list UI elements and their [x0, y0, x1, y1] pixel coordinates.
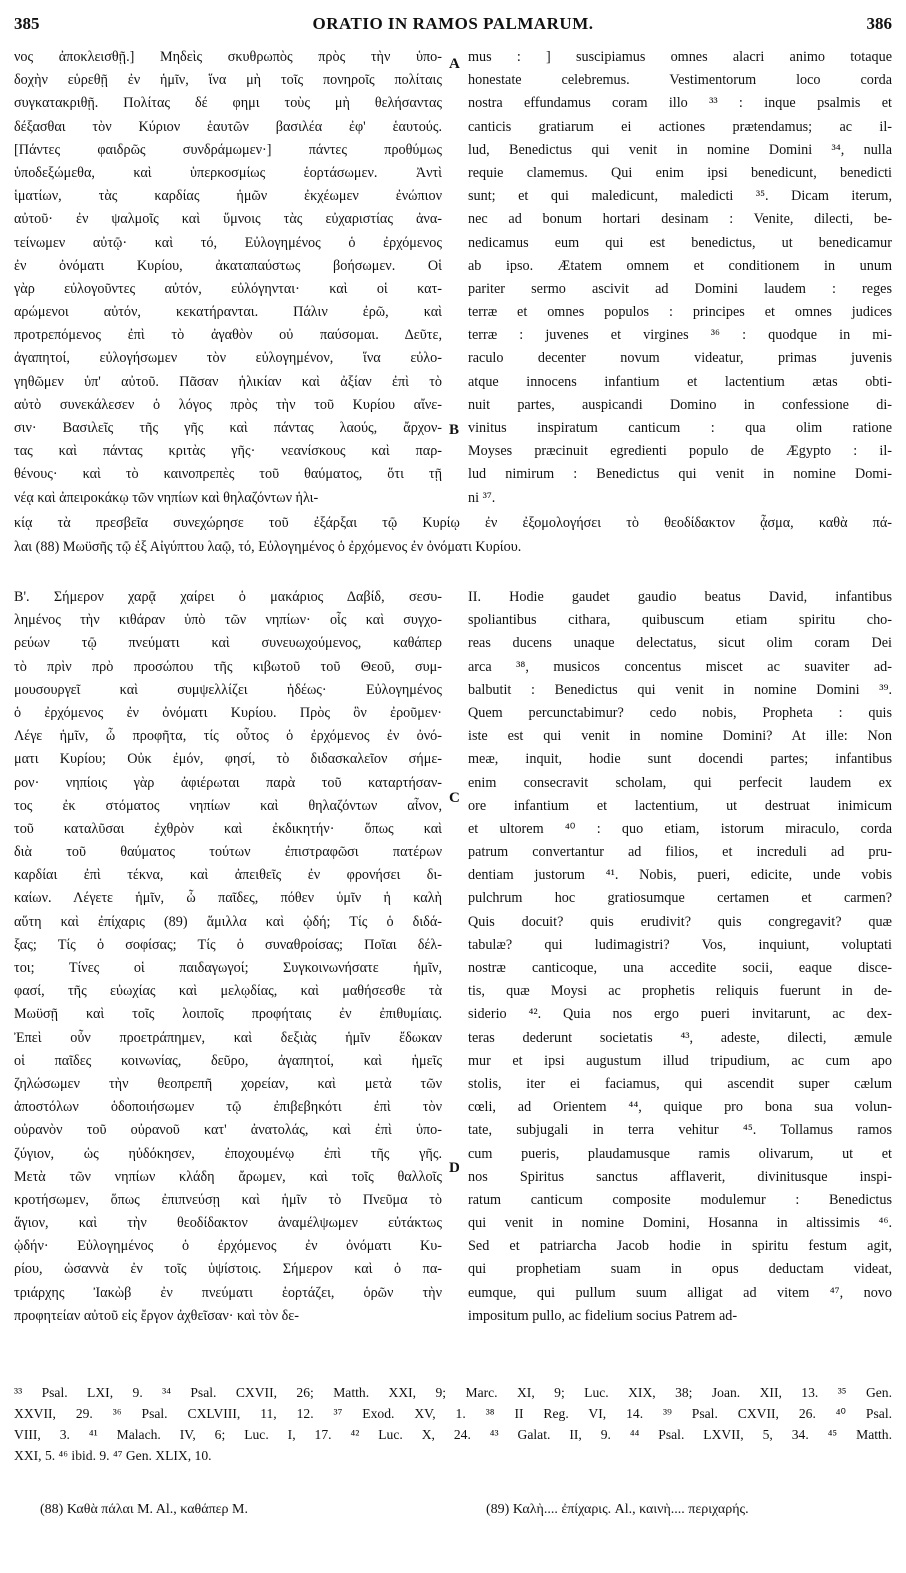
latin-text-line: pariter sermo ascivit ad Domini laudem : reges: [468, 280, 892, 297]
greek-text-line: ρον· νηπίοις γὰρ ἀφιέρωται παρὰ τοῦ καταρτήσαν-: [14, 774, 442, 791]
greek-text-line: αὕτη καὶ ἐπίχαρις (89) ἅμιλλα καὶ ᾠδή; Τίς ὁ διδά-: [14, 913, 442, 930]
greek-text-line: λημένος τὴν κιθάραν ὑπὸ τῶν νηπίων· οἷς καὶ συγχο-: [14, 612, 442, 629]
latin-text-line: atque innocens infantium et lactentium ætas obti-: [468, 373, 892, 390]
latin-text-line: nuit partes, auspicandi Domino in confessione di-: [468, 396, 892, 413]
greek-text-line: ἅγιον, καὶ τὴν θεοδίδακτον ἀναμέλψωμεν εὐτάκτως: [14, 1215, 442, 1232]
greek-text-line: οἱ παῖδες κοινωνίας, δεῦρο, ἀγαπητοί, καὶ ἡμεῖς: [14, 1052, 442, 1069]
latin-text-line: ore infantium et lactentium, ut destruat inimicum: [468, 797, 892, 814]
greek-text-line: ἱματίων, τὰς καρδίας ἡμῶν ἐκχέωμεν ἐνώπιον: [14, 188, 442, 205]
greek-text-line: τος ἐκ στόματος νηπίων καὶ θηλαζόντων αἶνον,: [14, 797, 442, 814]
latin-text-line: Moyses præcinuit egredienti populo de Ægypto : il-: [468, 443, 892, 460]
latin-text-line: lud nimirum : Benedictus qui venit in nomine Domi-: [468, 466, 892, 483]
section-marker-c: C: [449, 790, 460, 806]
greek-text-line: διὰ τοῦ θαύματος τούτων ἐπιστραφῶσι πατέρων: [14, 844, 442, 861]
greek-text-line: τας καὶ πάντας κριτὰς γῆς· νεανίσκους καὶ παρ-: [14, 443, 442, 460]
full-width-text-line: λαι (88) Μωϋσῆς τῷ ἐξ Αἰγύπτου λαῷ, τό, Εὐλογημένος ὁ ἐρχόμενος ἐν ὀνόματι Κυρίου.: [14, 538, 522, 555]
variant-note-89: (89) Καλὴ.... ἐπίχαρις. Al., καινὴ.... περιχαρής.: [486, 1502, 749, 1517]
latin-text-line: meæ, inquit, hodie sunt docendi partes; infantibus: [468, 751, 892, 768]
latin-text-line: sunt; et qui maledicunt, maledicti ³⁵. Dicam iterum,: [468, 188, 892, 205]
greek-text-line: ἐν ὀνόματι Κυρίου, ἀκαταπαύστως βοήσωμεν. Οἱ: [14, 257, 442, 274]
latin-text-line: Quem percunctabimur? cedo nobis, Propheta : quis: [468, 704, 892, 721]
greek-text-line: Β'. Σήμερον χαρᾷ χαίρει ὁ μακάριος Δαβίδ, σεσυ-: [14, 589, 442, 605]
latin-column-top: [468, 46, 892, 510]
greek-text-line: γὰρ εὐλογοῦντες αὐτόν, εὐλόγηνται· καὶ οἱ κατ-: [14, 280, 442, 297]
latin-text-line: dentiam justorum ⁴¹. Nobis, pueri, edicite, unde vobis: [468, 867, 892, 884]
greek-text-line: νος ἀποκλεισθῇ.] Μηδεὶς σκυθρωπὸς πρὸς τὴν ὑπο-: [14, 49, 442, 65]
latin-text-line: ni ³⁷.: [468, 489, 496, 506]
greek-text-line: θένους· καὶ τὸ καινοπρεπὲς τοῦ θαύματος, ὅτι τῇ: [14, 466, 442, 483]
latin-text-line: II. Hodie gaudet gaudio beatus David, infantibus: [468, 589, 892, 605]
footnote-line: XXVII, 29. ³⁶ Psal. CXLVIII, 11, 12. ³⁷ Exod. XV, 1. ³⁸ II Reg. VI, 14. ³⁹ Psal. CXVII, 26. ⁴⁰ Psal.: [14, 1406, 892, 1421]
greek-text-line: προφητείαν αὐτοῦ εἰς ἔργον ἀχθεῖσαν· καὶ τὸν δε-: [14, 1307, 299, 1324]
page-header: [14, 6, 892, 36]
latin-text-line: Sed et patriarcha Jacob hodie in spiritu festum agit,: [468, 1238, 892, 1255]
greek-text-line: ὁ ἐρχόμενος ἐν ὀνόματι Κυρίου. Πρὸς ὃν ἐροῦμεν·: [14, 704, 442, 721]
latin-text-line: Quis docuit? quis erudivit? quis congregavit? quæ: [468, 913, 892, 930]
greek-text-line: αὐτοῦ· ἐν ψαλμοῖς καὶ ὕμνοις τὰς εὐχαριστίας ἀνα-: [14, 211, 442, 228]
latin-text-line: terræ : juvenes et virgines ³⁶ : quodque in mi-: [468, 327, 892, 344]
greek-text-line: Μετὰ τῶν νηπίων κλάδη ἄρωμεν, καὶ τοῖς θαλλοῖς: [14, 1168, 442, 1185]
greek-text-line: φασί, τῆς εὐωχίας καὶ μελῳδίας, καὶ μαθήσεσθε τὰ: [14, 983, 442, 1000]
latin-text-line: nec ad bonum hortari desinam : Venite, dilecti, be-: [468, 211, 892, 228]
latin-text-line: nos Spiritus sanctus afflaverit, divinitusque inspi-: [468, 1168, 892, 1185]
latin-text-line: pulchrum hoc gratiosumque certamen et carmen?: [468, 890, 892, 907]
greek-text-line: νέᾳ καὶ ἀπειροκάκῳ τῶν νηπίων καὶ θηλαζόντων ἡλι-: [14, 489, 319, 506]
greek-text-line: γηθῶμεν ὑπ' αὐτοῦ. Πᾶσαν ἡλικίαν καὶ ἀξίαν ἐπὶ τὸ: [14, 373, 442, 390]
latin-text-line: cœli, ad Orientem ⁴⁴, quique pro bona sua volun-: [468, 1099, 892, 1116]
greek-text-line: προτρεπόμενος ἐπὶ τὸ ἀγαθὸν οὐ παύσομαι. Δεῦτε,: [14, 327, 442, 344]
greek-text-line: Ἐπεὶ οὖν προετράπημεν, καὶ δεξιὰς ἡμῖν ἔδωκαν: [14, 1029, 442, 1046]
greek-text-line: τριάρχης Ἰακὼβ ἐν πνεύματι ἑορτάζει, ὁρῶν τὴν: [14, 1284, 442, 1301]
greek-text-line: καίων. Λέγετε ἡμῖν, ὦ παῖδες, πόθεν ὑμῖν ἡ καλὴ: [14, 890, 442, 907]
greek-text-line: Λέγε ἡμῖν, ὦ προφῆτα, τίς οὗτος ὁ ἐρχόμενος ἐν ὀνό-: [14, 728, 442, 745]
latin-text-line: nedicamus eum qui est benedictus, ut benedicamur: [468, 234, 892, 251]
greek-column-top: [14, 46, 442, 510]
section-marker-a: A: [449, 56, 460, 72]
greek-text-line: ζύγιον, ὡς ηὐδόκησεν, ἐποχουμένῳ ἐπὶ τῆς γῆς.: [14, 1145, 442, 1162]
latin-column-bottom: [468, 586, 892, 1328]
greek-text-line: ἀγαπητοί, εὐλογήσωμεν τὸν εὐλογημένον, ἵνα εὐλο-: [14, 350, 442, 367]
latin-text-line: reas ducens unaque delectatus, sicut olim coram Dei: [468, 635, 892, 652]
latin-text-line: canticis gratiarum ei actiones prætendamus; ac il-: [468, 118, 892, 135]
greek-text-line: συγκατακριθῇ. Πολίτας δέ φημι τοὺς μὴ θελήσαντας: [14, 95, 442, 112]
section-marker-d: D: [449, 1160, 460, 1176]
greek-text-line: σιν· Βασιλεῖς τῆς γῆς καὶ πάντας λαούς, ἄρχον-: [14, 420, 442, 436]
greek-text-line: ρεύων τῷ πνεύματι καὶ συνευωχούμενος, καθάπερ: [14, 635, 442, 652]
greek-text-line: [Πάντες φαιδρῶς συνδράμωμεν·] πάντες προθύμως: [14, 141, 442, 158]
greek-text-line: καρδίαι ἐπὶ τέκνα, καὶ ἀπειθεῖς ἐν φρονήσει δι-: [14, 867, 442, 884]
greek-text-line: Μωϋσῇ καὶ τοῖς λοιποῖς προφήταις ἐν ἐπιθυμίαις.: [14, 1006, 442, 1023]
latin-text-line: ab ipso. Ætatem omnem et conditionem in unum: [468, 257, 892, 274]
latin-text-line: lud, Benedictus qui venit in nomine Domini ³⁴, nulla: [468, 141, 892, 158]
latin-text-line: stolis, iter ei faciamus, qui ascendit super cælum: [468, 1075, 892, 1092]
latin-text-line: mur et ipsi augustum illud tripudium, ac cum apo: [468, 1052, 892, 1069]
greek-text-line: ματι Κυρίου; Οὐκ ἐμόν, φησί, τὸ διδασκαλεῖον σήμε-: [14, 751, 442, 768]
greek-text-line: ζηλώσωμεν τὴν θεοπρεπῆ χορείαν, καὶ μετὰ τῶν: [14, 1075, 442, 1092]
latin-text-line: tis, quæ Moysi ac prophetis reliquis fuerunt in de-: [468, 983, 892, 1000]
full-width-text-line: κίᾳ τὰ πρεσβεῖα συνεχώρησε τοῦ ἐξάρξαι τῷ Κυρίῳ ἐν ἐξομολογήσει τὸ θεοδίδακτον ᾆσμα, καθὰ πά-: [14, 515, 892, 531]
greek-text-line: τὸ πρὶν πρὸ προσώπου τῆς κιβωτοῦ τοῦ Θεοῦ, συμ-: [14, 658, 442, 675]
footnote-line: VIII, 3. ⁴¹ Malach. IV, 6; Luc. I, 17. ⁴² Luc. X, 24. ⁴³ Galat. II, 9. ⁴⁴ Psal. LXVII, 5, 34. ⁴⁵ Matth.: [14, 1427, 892, 1442]
latin-text-line: spoliantibus cithara, quibuscum etiam spiritu cho-: [468, 612, 892, 629]
latin-text-line: qui venit in nomine Domini, Hosanna in altissimis ⁴⁶.: [468, 1215, 892, 1232]
latin-text-line: iste est qui venit in nomine Domini? At ille: Non: [468, 728, 892, 745]
greek-column-bottom: [14, 586, 442, 1328]
greek-text-line: δοχὴν εὑρεθῇ ἐν ἡμῖν, ἵνα μὴ τοῖς πονηροῖς πολίταις: [14, 72, 442, 89]
latin-text-line: honestate celebremus. Vestimentorum loco corda: [468, 72, 892, 89]
section-marker-b: B: [449, 422, 460, 438]
greek-text-line: τείνωμεν αὐτῷ· καὶ τό, Εὐλογημένος ὁ ἐρχόμενος: [14, 234, 442, 251]
latin-text-line: arca ³⁸, musicos concentus miscet ac suaviter ad-: [468, 658, 892, 675]
greek-text-line: ὑποδεξώμεθα, καὶ ὑπερκοσμίως ἑορτάσωμεν. Ἀντὶ: [14, 164, 442, 181]
greek-text-line: μουσουργεῖ καὶ συμψελλίζει ἡδέως· Εὐλογημένος: [14, 681, 442, 698]
greek-text-line: τοι; Τίνες οἱ παιδαγωγοί; Συγκοινωνήσατε ἡμῖν,: [14, 960, 442, 976]
greek-text-line: ρίου, ὡσαννὰ ἐν τοῖς ὑψίστοις. Σήμερον καὶ ὁ πα-: [14, 1261, 442, 1278]
page-number-right: 386: [866, 14, 892, 33]
latin-text-line: impositum pullo, ac fidelium socius Patrem ad-: [468, 1307, 738, 1324]
footnote-line: ³³ Psal. LXI, 9. ³⁴ Psal. CXVII, 26; Matth. XXI, 9; Marc. XI, 9; Luc. XIX, 38; Joan. XII, 13. ³⁵ Gen.: [14, 1385, 892, 1400]
latin-text-line: tate, subjugali in terra vehitur ⁴⁵. Tollamus ramos: [468, 1122, 892, 1139]
latin-text-line: ratum canticum composite modulemur : Benedictus: [468, 1191, 892, 1208]
latin-text-line: nostræ canticoque, una accedite socii, eaque disce-: [468, 960, 892, 976]
latin-text-line: teras dederunt societatis ⁴³, adeste, dilecti, æmule: [468, 1029, 892, 1046]
greek-text-line: δέξασθαι τὸν Κύριον ἑαυτῶν βασιλέα ἐφ' ἑαυτούς.: [14, 118, 442, 135]
latin-text-line: requie clamemus. Qui enim ipsi benedicunt, benedicti: [468, 164, 892, 181]
greek-text-line: τοῦ καταλῦσαι ἐχθρὸν καὶ ἐκδικητήν· ὅπως καὶ: [14, 820, 442, 837]
running-title: ORATIO IN RAMOS PALMARUM.: [312, 14, 594, 33]
latin-text-line: patrum convertantur ad filios, et increduli ad pru-: [468, 844, 892, 861]
latin-text-line: balbutit : Benedictus qui venit in nomine Domini ³⁹.: [468, 681, 892, 698]
greek-text-line: ξας; Τίς ὁ σοφίσας; Τίς ὁ συναθροίσας; Ποῖαι δέλ-: [14, 936, 442, 953]
latin-text-line: siderio ⁴². Quia nos ergo pueri invitarunt, ac dex-: [468, 1006, 892, 1023]
greek-text-line: αρώμενοι αὐτόν, κεκατήρανται. Πάλιν ἐρῶ, καὶ: [14, 304, 442, 321]
greek-text-line: ἀποστόλων ὁδοποιήσωμεν τῷ ἐπιβεβηκότι ἐπὶ τὸν: [14, 1099, 442, 1116]
latin-text-line: nostra effundamus coram illo ³³ : inque psalmis et: [468, 95, 892, 112]
latin-text-line: cum pueris, plaudamusque ramis olivarum, ut et: [468, 1145, 892, 1162]
latin-text-line: raculo decenter novum videatur, primas juvenis: [468, 350, 892, 367]
variant-note-88: (88) Καθὰ πάλαι M. Al., καθάπερ M.: [40, 1502, 248, 1517]
latin-text-line: vinitus inspiratum canticum : qua olim ratione: [468, 420, 892, 436]
greek-text-line: κροτήσωμεν, ὅπως ἐπιπνεύσῃ καὶ ἡμῖν τὸ Πνεῦμα τὸ: [14, 1191, 442, 1208]
footnote-line: XXI, 5. ⁴⁶ ibid. 9. ⁴⁷ Gen. XLIX, 10.: [14, 1448, 212, 1463]
latin-text-line: terræ et omnes populos : principes et omnes judices: [468, 304, 892, 321]
greek-text-line: αὐτὸ συνεκάλεσεν ὁ λόγος πρὸς τὴν τοῦ Κυρίου αἴνε-: [14, 396, 442, 413]
latin-text-line: qui prophetiam suam in opus deductam videat,: [468, 1261, 892, 1278]
greek-text-line: ᾠδήν· Εὐλογημένος ὁ ἐρχόμενος ἐν ὀνόματι Κυ-: [14, 1238, 442, 1255]
latin-text-line: enim consecravit scholam, qui perfecit laudem ex: [468, 774, 892, 791]
latin-text-line: et ultorem ⁴⁰ : quo etiam, istorum miraculo, corda: [468, 820, 892, 837]
footnotes: [14, 1382, 892, 1466]
full-width-greek-text: [14, 512, 892, 559]
page-number-left: 385: [14, 14, 40, 33]
greek-text-line: οὐρανὸν τοῦ οὐρανοῦ κατ' ἀνατολάς, καὶ ἐπὶ ὑπο-: [14, 1122, 442, 1139]
latin-text-line: eumque, qui pullum suum alligat ad vitem ⁴⁷, novo: [468, 1284, 892, 1301]
latin-text-line: mus : ] suscipiamus omnes alacri animo totaque: [468, 49, 892, 65]
latin-text-line: tabulæ? qui ludimagistri? Vos, inquiunt, voluptati: [468, 936, 892, 953]
